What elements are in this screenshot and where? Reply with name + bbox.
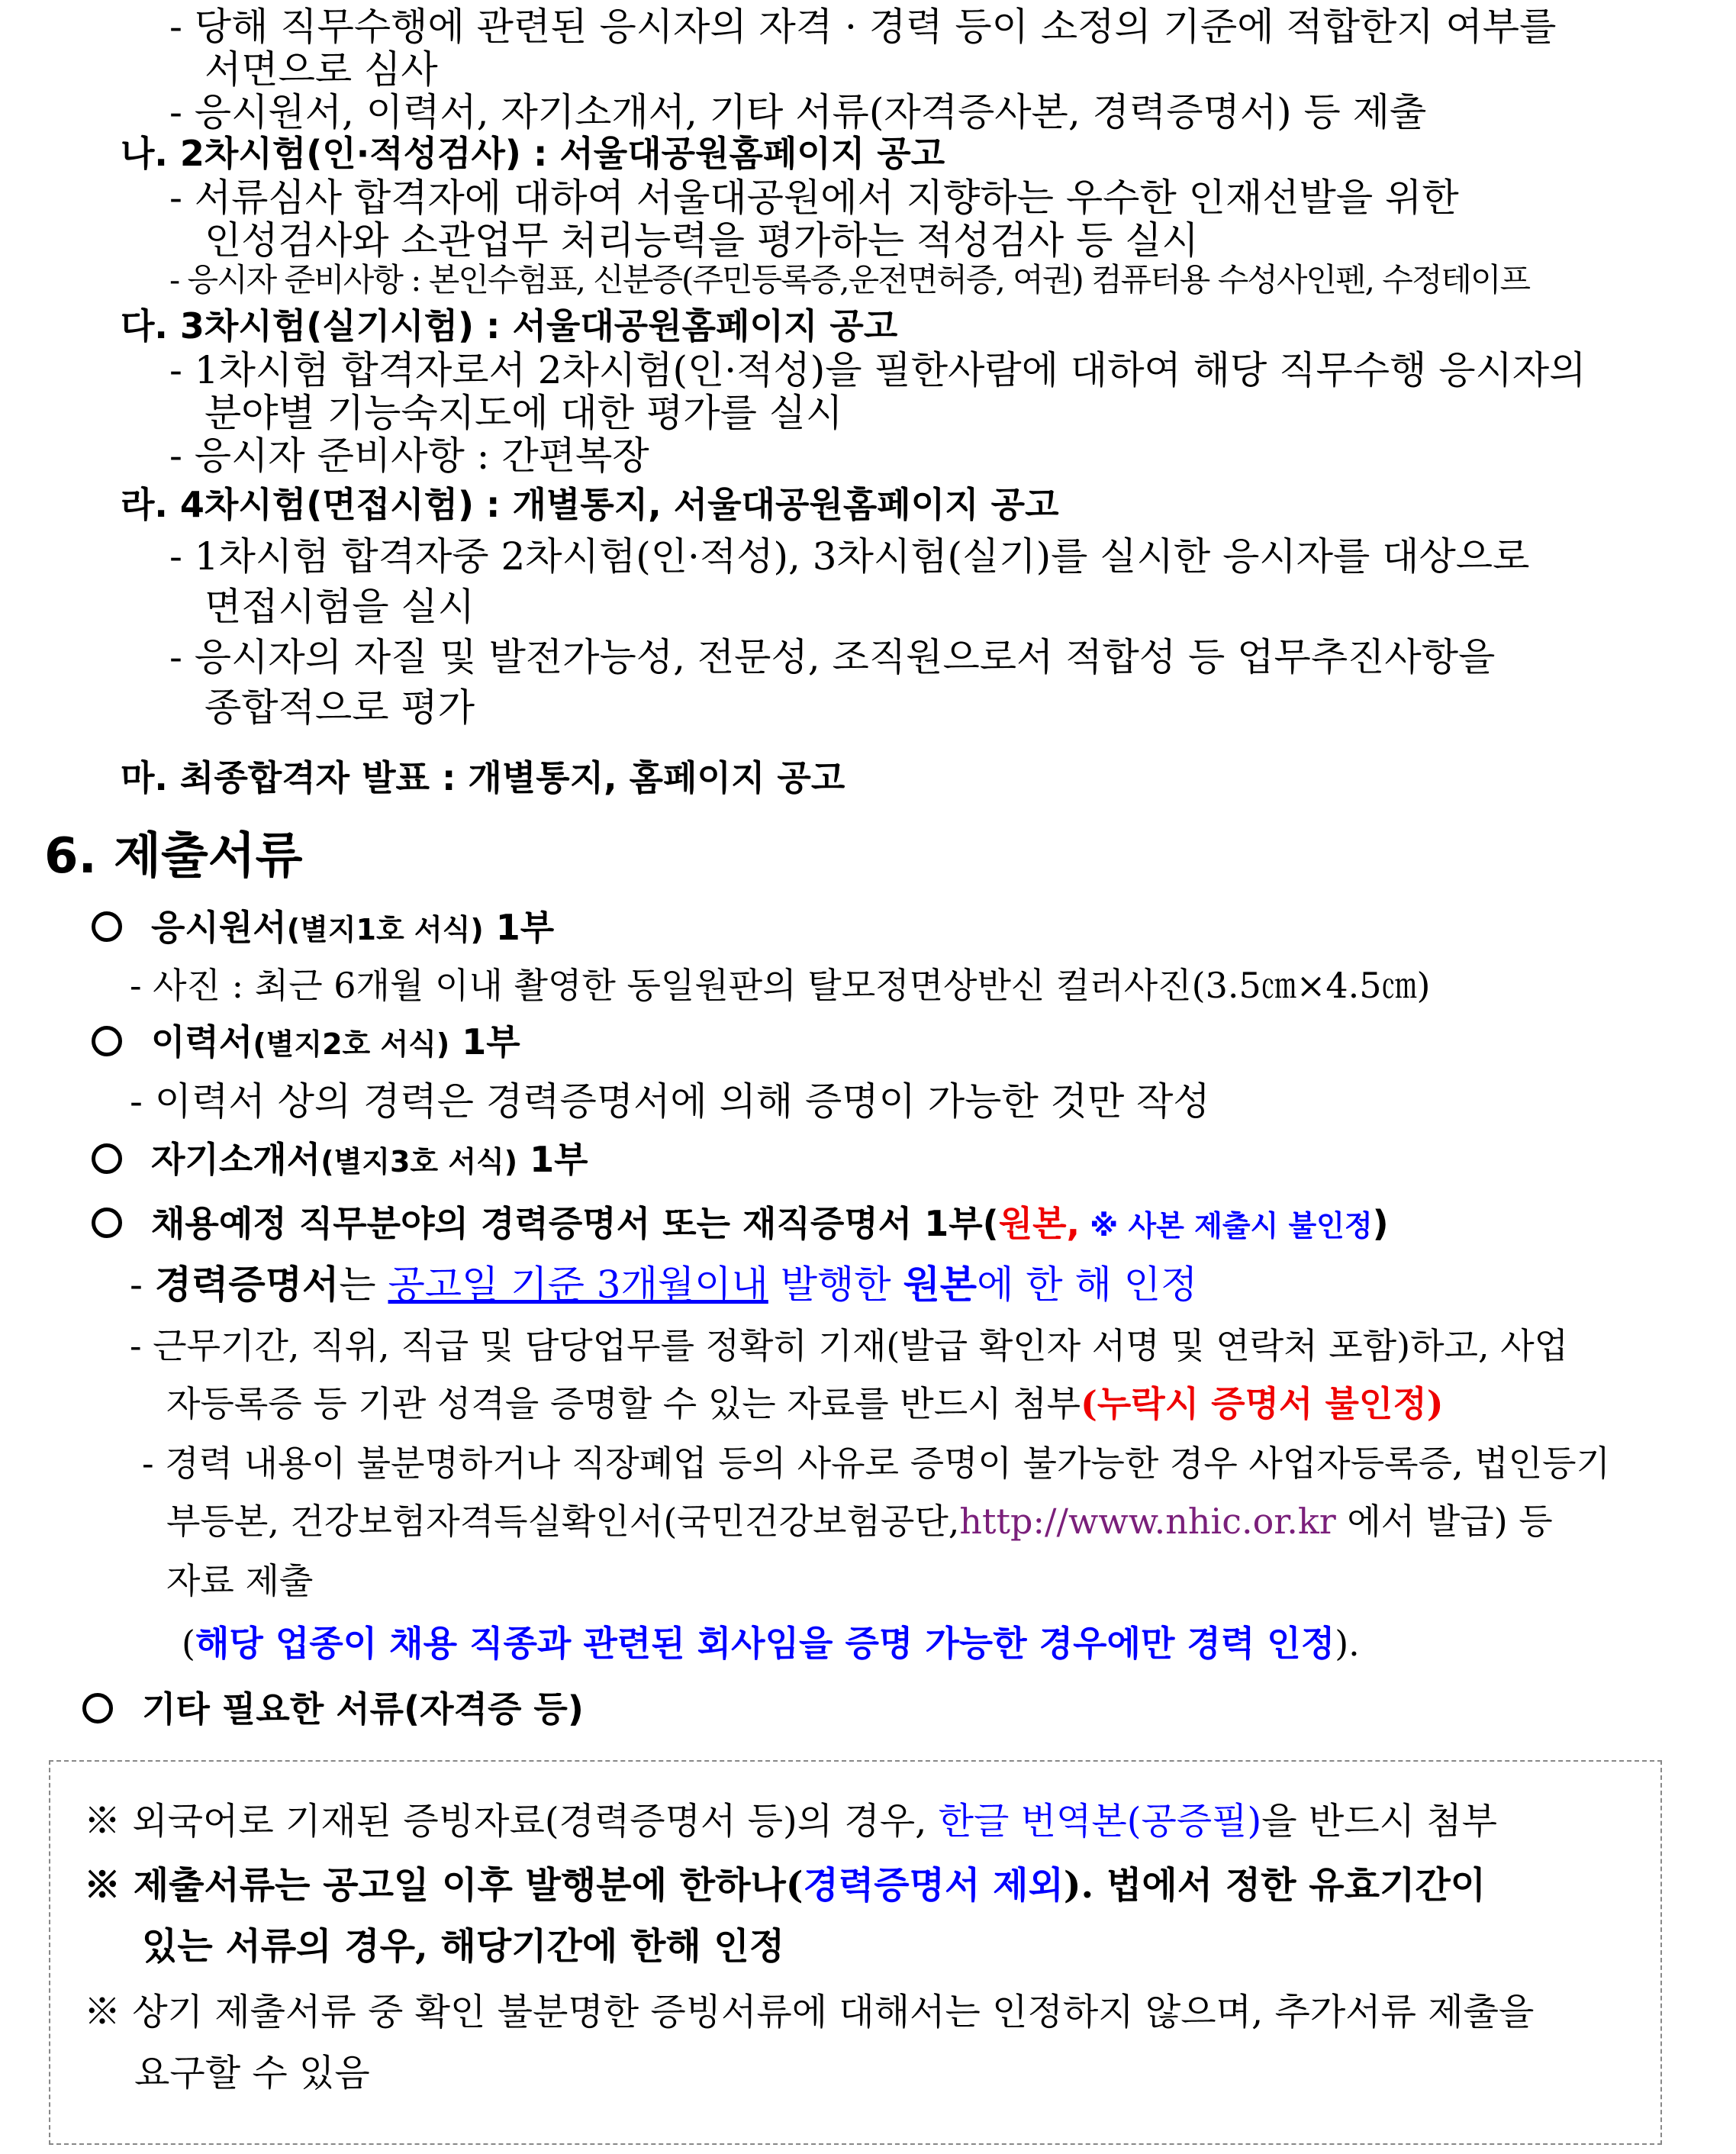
item4-sub-1: - 경력증명서는 공고일 기준 3개월이내 발행한 원본에 한 해 인정 — [130, 1262, 1198, 1307]
exam2-line-2: 인성검사와 소관업무 처리능력을 평가하는 적성검사 등 실시 — [205, 218, 1199, 263]
item4-sub-2-line-1: - 근무기간, 직위, 직급 및 담당업무를 정확히 기재(발급 확인자 서명 및 연락처 포함)하고, 사업 — [130, 1325, 1569, 1366]
exam4-line-2: 면접시험을 실시 — [205, 585, 475, 629]
top-line-3: - 응시원서, 이력서, 자기소개서, 기타 서류(자격증사본, 경력증명서) 등 제출 — [169, 90, 1427, 134]
section6-title: 6. 제출서류 — [44, 828, 303, 885]
exam4-line-1: - 1차시험 합격자중 2차시험(인·적성), 3차시험(실기)를 실시한 응시자를 대상으로 — [169, 534, 1530, 579]
exam3-heading: 다. 3차시험(실기시험) : 서울대공원홈페이지 공고 — [121, 305, 898, 347]
item4-sub-2-line-2: 자등록증 등 기관 성격을 증명할 수 있는 자료를 반드시 첨부(누락시 증명서 불인정) — [166, 1383, 1444, 1424]
note-2-line-2: 있는 서류의 경우, 해당기간에 한해 인정 — [142, 1925, 785, 1968]
note-1: ※ 외국어로 기재된 증빙자료(경력증명서 등)의 경우, 한글 번역본(공증필)을 반드시 첨부 — [84, 1800, 1498, 1843]
exam2-heading: 나. 2차시험(인·적성검사) : 서울대공원홈페이지 공고 — [121, 133, 945, 174]
item1-sub: - 사진 : 최근 6개월 이내 촬영한 동일원판의 탈모정면상반신 컬러사진(3.5㎝×4.5㎝) — [130, 965, 1431, 1006]
circle-bullet-icon — [92, 1026, 122, 1056]
exam4-heading: 라. 4차시험(면접시험) : 개별통지, 서울대공원홈페이지 공고 — [121, 484, 1059, 525]
exam3-line-2: 분야별 기능숙지도에 대한 평가를 실시 — [205, 391, 843, 435]
item4-sub-4: (해당 업종이 채용 직종과 관련된 회사임을 증명 가능한 경우에만 경력 인정). — [182, 1623, 1360, 1664]
item3: 자기소개서(별지3호 서식) 1부 — [92, 1142, 588, 1178]
circle-bullet-icon — [92, 1143, 122, 1174]
item5: 기타 필요한 서류(자격증 등) — [82, 1691, 584, 1727]
item4-sub-3-line-3: 자료 제출 — [166, 1560, 314, 1601]
note-2-line-1: ※ 제출서류는 공고일 이후 발행분에 한하나(경력증명서 제외). 법에서 정한 유효기간이 — [84, 1864, 1486, 1907]
top-line-1: - 당해 직무수행에 관련된 응시자의 자격 · 경력 등이 소정의 기준에 적합한지 여부를 — [169, 5, 1557, 49]
note-3-line-2: 요구할 수 있음 — [134, 2052, 370, 2094]
exam2-line-3: - 응시자 준비사항 : 본인수험표, 신분증(주민등록증,운전면허증, 여권) 컴퓨터용 수성사인펜, 수정테이프 — [169, 261, 1530, 298]
exam2-line-1: - 서류심사 합격자에 대하여 서울대공원에서 지향하는 우수한 인재선발을 위한 — [169, 176, 1459, 220]
item1: 응시원서(별지1호 서식) 1부 — [92, 910, 554, 946]
nhic-link[interactable]: http://www.nhic.or.kr — [959, 1501, 1336, 1542]
item2-sub: - 이력서 상의 경력은 경력증명서에 의해 증명이 가능한 것만 작성 — [130, 1079, 1210, 1124]
exam4-line-3: - 응시자의 자질 및 발전가능성, 전문성, 조직원으로서 적합성 등 업무추진사항을 — [169, 635, 1496, 679]
exam4-line-4: 종합적으로 평가 — [205, 685, 475, 730]
item2: 이력서(별지2호 서식) 1부 — [92, 1024, 520, 1060]
circle-bullet-icon — [92, 1208, 122, 1238]
circle-bullet-icon — [82, 1693, 113, 1724]
item4-sub-3-line-2: 부등본, 건강보험자격득실확인서(국민건강보험공단,http://www.nhic.or.kr 에서 발급) 등 — [166, 1501, 1553, 1542]
item4: 채용예정 직무분야의 경력증명서 또는 재직증명서 1부(원본, ※ 사본 제출시 불인정) — [92, 1206, 1389, 1242]
item4-sub-3-line-1: - 경력 내용이 불분명하거나 직장폐업 등의 사유로 증명이 불가능한 경우 사업자등록증, 법인등기 — [142, 1443, 1611, 1484]
exam3-line-1: - 1차시험 합격자로서 2차시험(인·적성)을 필한사람에 대하여 해당 직무수행 응시자의 — [169, 348, 1586, 392]
note-3-line-1: ※ 상기 제출서류 중 확인 불분명한 증빙서류에 대해서는 인정하지 않으며, 추가서류 제출을 — [84, 1991, 1535, 2033]
circle-bullet-icon — [92, 911, 122, 942]
exam3-line-3: - 응시자 준비사항 : 간편복장 — [169, 434, 649, 478]
final-heading: 마. 최종합격자 발표 : 개별통지, 홈페이지 공고 — [121, 757, 845, 798]
top-line-2: 서면으로 심사 — [205, 47, 438, 92]
